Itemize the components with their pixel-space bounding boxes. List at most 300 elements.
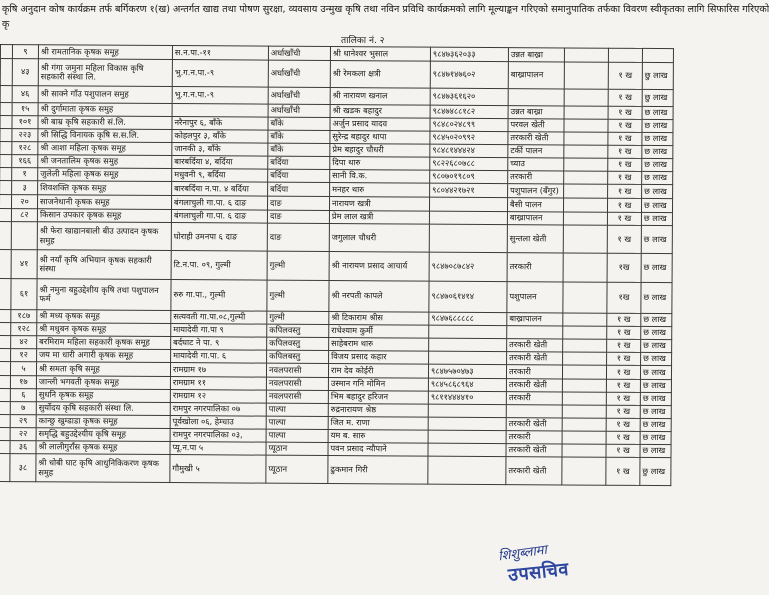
table-cell: यम ब. सारु [328, 430, 428, 444]
table-cell-blank [0, 45, 12, 59]
table-cell [172, 104, 268, 118]
table-cell: श्री नारायण खनाल [330, 88, 430, 106]
table-cell-blank [0, 427, 10, 440]
table-cell: १२८ [11, 323, 37, 336]
table-cell: छ लाख [640, 418, 671, 431]
table-cell: श्री मध्य कृषक समूह [37, 310, 171, 324]
table-cell: ३६ [10, 441, 36, 454]
table-cell: ९८४५०२०९९२ [430, 131, 508, 144]
table-cell: १२८ [12, 142, 38, 155]
table-cell: बाँके [268, 117, 330, 130]
table-cell: रुद्रनारायण श्रेष्ठ [328, 404, 428, 418]
table-cell: श्री साक्ने गाँउ पशुपालन समुह [38, 86, 172, 104]
table-cell: १ ख [607, 326, 641, 339]
table-cell: ९८४७५७०४७३ [428, 364, 506, 378]
table-cell: छ लाख [641, 198, 672, 212]
table-cell: श्री रामतानिक कृषक समूह [38, 45, 172, 60]
table-cell: अर्घाखाँची [268, 46, 330, 60]
table-cell-blank [0, 414, 10, 427]
table-cell-blank [0, 221, 11, 249]
table-cell: १ ख [606, 418, 640, 431]
table-cell-blank [0, 322, 11, 335]
table-cell: छ लाख [641, 282, 672, 313]
table-cell: छ लाख [640, 405, 671, 418]
table-cell: तरकारी खेती [506, 379, 562, 392]
table-cell: टि.न.पा. ०९, गुल्मी [171, 251, 267, 281]
table-cell: ९८०७०१९८०९ [430, 170, 508, 183]
table-cell: छ लाख [641, 352, 672, 365]
table-cell: दाङ [267, 196, 329, 210]
table-cell [564, 184, 608, 198]
table-cell [564, 48, 608, 62]
table-cell: गुल्मी [267, 280, 329, 311]
table-cell: १ ख [607, 225, 641, 253]
table-cell: १८७ [11, 310, 37, 323]
table-cell: छ लाख [641, 212, 672, 225]
table-cell: प्रेम लाल खत्री [329, 211, 429, 225]
table-cell: ७ [10, 402, 36, 415]
table-cell: अर्जुन प्रसाद यादव [330, 118, 430, 132]
table-cell: छ लाख [642, 171, 673, 184]
table-cell: ९८४८१४४४२४ [430, 144, 508, 157]
table-cell: जान्ली भगवती कृषक समूह [36, 376, 170, 390]
table-cell-blank [0, 249, 11, 278]
table-cell: सानी वि.क. [330, 170, 430, 184]
table-cell: सत्यवती गा.पा.०८,गुल्मी [171, 311, 267, 325]
table-cell: जुलेली महिला कृषक समूह [38, 168, 172, 182]
table-row [0, 278, 672, 313]
table-cell: उन्नत बाख्रा [508, 48, 564, 62]
table-cell: १ ख [606, 444, 640, 457]
table-cell-blank [0, 116, 12, 129]
table-cell: जय मा धारी अगारी कृषक समूह [37, 349, 171, 363]
table-cell: पाल्पा [266, 429, 328, 442]
table-cell: श्री नमुना बहुउद्देशीय कृषि तथा पशुपालन फर्म [37, 279, 171, 311]
table-cell: बर्दिया [268, 169, 330, 182]
table-cell-blank [0, 401, 10, 414]
table-cell: ९८४७०८७८४२ [429, 252, 507, 281]
table-cell: सुर्योदय कृषि सहकारी संस्था लि. [36, 402, 170, 416]
table-cell [11, 222, 37, 250]
table-cell-blank [0, 335, 11, 348]
table-cell-blank [0, 453, 10, 481]
table-cell: श्री मधुबन कृषक समूह [37, 323, 171, 337]
table-cell [562, 392, 606, 405]
table-cell [564, 171, 608, 184]
table-cell: श्री रेमकला क्षत्री [330, 61, 430, 89]
table-cell: अर्घाखाँची [268, 87, 330, 104]
table-cell: १ख [607, 253, 641, 282]
table-cell: श्री गंगा जमुना महिला विकास कृषि सहकारी संस्था लि. [38, 59, 172, 87]
table-cell: गौमुखी ५ [170, 455, 266, 484]
table-cell: छ लाख [640, 392, 671, 405]
table-cell: नवलपरासी [266, 363, 328, 377]
table-cell: नारायण खत्री [329, 197, 429, 212]
table-cell: ५ [10, 362, 36, 376]
table-cell: १ ख [607, 339, 641, 352]
table-cell: ९८४७६८८८८८ [429, 312, 507, 325]
table-cell: बंगलाचुली गा.पा. ६ दाङ [171, 210, 267, 224]
table-cell: कपिलवस्तु [267, 324, 329, 337]
table-cell: नवलपरासी [266, 377, 328, 390]
table-cell: छु लाख [642, 62, 673, 89]
table-cell: छ लाख [640, 379, 671, 392]
table-cell: ४१ [11, 250, 37, 279]
table-cell: मनहर थारु [330, 183, 430, 198]
table-cell: रामपुर नगरपालिका ०७ [170, 403, 266, 417]
table-cell: समृद्धि बहुउद्देश्यीय कृषि समूह [36, 428, 170, 442]
table-cell: सुधनि कृषक समूह [36, 389, 170, 403]
table-cell: छ लाख [640, 444, 671, 457]
table-cell: तरकारी [508, 171, 564, 184]
table-cell-blank [0, 309, 11, 322]
table-cell: ९८०४४२१७२१ [430, 183, 508, 197]
table-cell: तरकारी खेती [507, 352, 563, 365]
table-cell: छ लाख [640, 365, 671, 379]
table-cell: रामग्राम १७ [170, 363, 266, 378]
table-cell: १०१ [12, 116, 38, 129]
table-cell: सुन्तला खेती [507, 225, 563, 253]
table-cell: कोहलपुर ३, बाँके [172, 130, 268, 144]
table-cell [564, 89, 608, 106]
table-cell: तरकारी [506, 392, 562, 405]
table-cell: १ ख [606, 392, 640, 405]
table-cell: ढुकमान गिरी [328, 456, 428, 485]
table-cell: तरकारी खेती [506, 418, 562, 431]
table-cell: उन्नत बाख्रा [508, 106, 564, 119]
table-cell [564, 145, 608, 158]
table-cell: कपिलवस्तु [267, 337, 329, 350]
table-cell [507, 326, 563, 339]
table-cell: नवलपरासी [266, 390, 328, 403]
table-cell: २९ [10, 415, 36, 428]
table-cell: १ ख [607, 313, 641, 326]
table-cell-blank [0, 361, 11, 375]
table-cell-blank [0, 348, 11, 361]
table-cell: ४३ [12, 59, 38, 86]
table-cell: प्यू.न.पा ५ [170, 442, 266, 456]
table-cell: बाख्रापालन [507, 212, 563, 225]
table-cell [563, 326, 607, 339]
table-cell: रामपुर नगरपालिका ०३, [170, 429, 266, 443]
table-cell-blank [0, 375, 10, 388]
table-cell: बर्दिया [268, 182, 330, 196]
document-title-continued: कृ [2, 19, 10, 30]
table-cell: भिम बहादुर हरिजन [328, 391, 428, 405]
table-cell [564, 158, 608, 171]
table-cell: १ ख [607, 352, 641, 365]
table-cell [562, 431, 606, 444]
table-cell: गुल्मी [267, 311, 329, 324]
table-cell: तरकारी खेती [508, 132, 564, 145]
table-cell: कान्छु खुम्डाडा कृषक समूह [36, 415, 170, 429]
table-cell [429, 211, 507, 224]
table-cell: बैसी पालन [507, 198, 563, 212]
table-cell: १७ [10, 376, 36, 389]
table-cell: छ लाख [641, 253, 672, 282]
table-cell: छ लाख [640, 431, 671, 444]
table-cell: छ लाख [641, 313, 672, 326]
table-cell: १ ख [606, 457, 640, 485]
table-cell: साजनेथानी कृषक समूह [37, 195, 171, 210]
table-cell: १ ख [608, 171, 642, 184]
table-cell: ९८११४४४४१० [428, 391, 506, 404]
table-cell: मधुवनी ९, बर्दिया [172, 169, 268, 183]
table-cell: श्री सिद्धि विनायक कृषि स.स.लि. [38, 129, 172, 143]
table-cell: पशुपालन (बँगुर) [508, 184, 564, 198]
table-row [0, 59, 673, 90]
table-cell [563, 339, 607, 352]
table-cell: २२ [10, 428, 36, 441]
table-cell: स.न.पा.-११ [172, 46, 268, 61]
table-cell-blank [0, 278, 11, 309]
table-cell: विजय प्रसाद कहार [329, 351, 429, 365]
table-cell: श्री धोबी घाट कृषि आधुनिकिकरण कृषक समुह [36, 454, 170, 483]
table-cell: श्री फेरा खाद्यानबाली बीउ उत्पादन कृषक समुह [37, 222, 171, 251]
table-cell: गुल्मी [267, 251, 329, 280]
table-cell: पाल्पा [266, 403, 328, 416]
table-cell: १ ख [608, 145, 642, 158]
table-cell: तरकारी खेती [506, 444, 562, 457]
table-cell [563, 225, 607, 253]
table-cell: १ ख [606, 365, 640, 379]
table-row [0, 249, 672, 282]
table-cell: ९८४७३६२०३३ [430, 47, 508, 61]
table-cell: १ ख [608, 184, 642, 198]
table-cell: १ ख [608, 89, 642, 106]
table-cell: १ ख [606, 431, 640, 444]
table-cell [429, 338, 507, 351]
table-cell [642, 48, 673, 62]
table-cell: उस्मान गनि मोमिन [328, 378, 428, 392]
table-cell: अर्घाखाँची [268, 104, 330, 117]
table-cell: ६१ [11, 279, 37, 310]
table-cell: ९८४८०२४८९९ [430, 118, 508, 131]
table-cell: १ ख [608, 62, 642, 89]
table-cell: बारबर्दिया न.पा. ४ बर्दिया [172, 182, 268, 197]
table-cell: ९८४७४८८१८२ [430, 105, 508, 118]
table-cell: ३८ [10, 454, 36, 482]
table-cell: छ लाख [641, 225, 672, 253]
table-cell: श्री आशा महिला कृषक समूह [38, 142, 172, 156]
table-cell: ९८४५८६८९६४ [428, 378, 506, 391]
table-cell-blank [0, 59, 12, 86]
table-cell: तरकारी [507, 253, 563, 282]
table-cell: ४२ [11, 336, 37, 349]
table-cell: १ ख [606, 379, 640, 392]
table-cell: ६ [10, 389, 36, 402]
table-cell-blank [0, 168, 12, 181]
table-cell [564, 62, 608, 89]
table-cell: ३ [12, 181, 38, 195]
table-cell: १६६ [12, 155, 38, 168]
table-cell: श्री लालीगुराँस कृषक समूह [36, 441, 170, 455]
table-cell: किसान उपकार कृषक समूह [37, 209, 171, 223]
table-cell: पाल्पा [266, 416, 328, 429]
table-cell: पूर्वखोला ०६, हेम्चाउ [170, 416, 266, 430]
table-cell: बाख्रापालन [507, 313, 563, 326]
table-cell: सुरेन्द्र बहादुर थापा [330, 131, 430, 145]
table-cell [563, 352, 607, 365]
table-cell-blank [0, 195, 12, 209]
table-cell [564, 106, 608, 119]
table-cell-blank [0, 440, 10, 453]
table-cell [429, 351, 507, 364]
table-cell-blank [0, 181, 12, 195]
table-cell: भु.ग.न.पा.-९ [172, 60, 268, 88]
table-cell [562, 365, 606, 379]
table-cell: परवल खेती [508, 119, 564, 132]
table-cell: श्री समता कृषि समूह [36, 362, 170, 377]
table-cell: शिवशक्ति कृषक समूह [38, 181, 172, 196]
table-cell: दाङ [267, 223, 329, 251]
table-cell: श्री नारायण प्रसाद आचार्य [329, 252, 429, 282]
table-cell: श्री नयाँ कृषि अभियान कृषक सहकारी संस्था [37, 250, 171, 280]
table-cell: प्रेम बहादुर चौधरी [330, 144, 430, 158]
table-cell: ८२ [11, 209, 37, 222]
table-cell [429, 197, 507, 211]
table-cell: दिपा थारु [330, 157, 430, 171]
table-cell [562, 444, 606, 457]
table-cell-blank [0, 142, 12, 155]
table-cell: बाँके [268, 130, 330, 143]
table-cell [563, 313, 607, 326]
table-cell: पशुपालन [507, 282, 563, 313]
table-cell: २० [11, 195, 37, 209]
document-title: कृषि अनुदान कोष कार्यक्रम तर्फ बर्गिकरण १(ख) अन्तर्गत खाद्य तथा पोषण सुरक्षा, व्यवसाय उन्मुख कृषि तथा नविन प्रविधि कार्यक्रमको लागि मूल्याङ्कन गरिएको समानुपातिक तर्फका विवरण स्वीकृतका लागि सिफारिस गरिएको [2, 4, 769, 15]
table-cell [562, 418, 606, 431]
table-cell: छ लाख [642, 158, 673, 171]
table-cell: साहेबराम थारु [329, 338, 429, 352]
table-cell: श्री नरपती कापले [329, 281, 429, 313]
table-cell: जानकी ३, बाँके [172, 143, 268, 157]
table-cell: ९८२२६८०७८८ [430, 157, 508, 170]
table-cell-blank [0, 388, 10, 401]
table-cell: बर्दिया [268, 156, 330, 169]
table-cell: नरैनापुर ६, बाँके [172, 117, 268, 131]
table-cell: छ लाख [641, 339, 672, 352]
table-cell: १ ख [607, 198, 641, 212]
table-cell: छु लाख [642, 89, 673, 106]
table-cell: तरकारी [506, 431, 562, 444]
table-cell [428, 456, 506, 484]
table-cell: श्री बाम्र कृषि सहकारी सं.लि. [38, 116, 172, 130]
table-cell [563, 198, 607, 212]
table-cell: छ लाख [642, 184, 673, 198]
table-cell: १ ख [608, 119, 642, 132]
list-number: तालिका नं. २ [341, 36, 385, 46]
table-cell [506, 405, 562, 418]
table-cell: बारबर्दिया ४, बर्दिया [172, 156, 268, 170]
table-cell [563, 253, 607, 282]
table-cell-blank [0, 155, 12, 168]
table-cell [562, 405, 606, 418]
table-cell: च्याउ [508, 158, 564, 171]
table-cell: १ख [607, 282, 641, 313]
table-cell: ९८४७०६१४१४ [429, 281, 507, 312]
table-cell: प्यूठान [266, 442, 328, 455]
table-cell: १२ [11, 349, 37, 362]
table-cell: प्यूठान [266, 455, 328, 483]
table-cell [562, 379, 606, 392]
beneficiary-table [0, 44, 674, 486]
table-cell: छु लाख [640, 457, 671, 485]
table-cell: छ लाख [642, 119, 673, 132]
table-cell: १ ख [608, 106, 642, 119]
table-cell: १ ख [607, 212, 641, 225]
table-cell [428, 443, 506, 456]
table-cell: १५ [12, 103, 38, 116]
table-cell [564, 132, 608, 145]
table-cell [564, 119, 608, 132]
table-cell: टर्की पालन [508, 145, 564, 158]
table-cell: श्री जनतालिम कृषक समुह [38, 155, 172, 169]
table-cell: मायादेवी गा.पा ९ [171, 324, 267, 338]
table-cell: तरकारी [506, 365, 562, 379]
designation-stamp: उपसचिव [507, 558, 570, 587]
table-cell: मायादेवी गा.पा. ६ [171, 350, 267, 364]
table-cell: श्री धानेश्वर भुसाल [330, 47, 430, 62]
table-cell: जगुलाल चौधरी [329, 224, 429, 253]
table-cell-blank [0, 129, 12, 142]
table-cell: भु.ग.न.पा.-९ [172, 87, 268, 105]
table-cell: १ ख [608, 132, 642, 145]
table-cell: राधेश्याम कुर्मी [329, 325, 429, 339]
table-cell: छ लाख [641, 326, 672, 339]
table-cell [508, 89, 564, 106]
table-cell: बंगलाचुली गा.पा. ६ दाङ [171, 196, 267, 211]
table-cell [428, 430, 506, 443]
table-cell: श्री टिकाराम श्रीस [329, 312, 429, 326]
table-cell: राम देव कोईरी [328, 364, 428, 379]
table-cell-blank [0, 86, 12, 103]
handwritten-signature: शिशुब्लामा [497, 542, 548, 565]
table-cell: पवन प्रसाद न्यौपाने [328, 443, 428, 457]
table-cell: दाङ [267, 210, 329, 223]
table-row [0, 453, 671, 485]
table-cell: बरमिराम महिला सहकारी कृषक समूह [37, 336, 171, 350]
table-cell: रुरु गा.पा., गुल्मी [171, 280, 267, 312]
table-cell: ९८४७३६१६२० [430, 88, 508, 105]
table-cell: १ ख [608, 158, 642, 171]
table-cell: रामग्राम ११ [170, 377, 266, 391]
table-cell: जित म. राणा [328, 417, 428, 431]
table-cell: २२३ [12, 129, 38, 142]
table-cell: रामग्राम १२ [170, 390, 266, 404]
table-cell: ९ [12, 45, 38, 59]
table-cell: ४६ [12, 86, 38, 103]
table-cell [563, 212, 607, 225]
table-cell [608, 48, 642, 62]
table-cell: बर्दघाट ने पा. ९ [171, 337, 267, 351]
table-cell [428, 404, 506, 417]
table-cell: तरकारी खेती [507, 339, 563, 352]
table-cell-blank [0, 208, 11, 221]
table-cell: तरकारी खेती [506, 457, 562, 485]
table-cell [562, 457, 606, 485]
table-cell: अर्घाखाँची [268, 60, 330, 87]
table-cell: बाख्रापालन [508, 62, 564, 89]
table-cell: घोराही उमनपा ६ दाङ [171, 223, 267, 252]
table-cell: ९८४७१४७६०२ [430, 61, 508, 88]
table-cell [428, 417, 506, 430]
table-cell: छ लाख [642, 132, 673, 145]
table-cell: श्री खडक बहादुर [330, 105, 430, 119]
table-cell: कपिलबस्तु [267, 350, 329, 363]
table-cell: बाँके [268, 143, 330, 156]
table-cell [429, 325, 507, 338]
table-cell: छ लाख [642, 145, 673, 158]
